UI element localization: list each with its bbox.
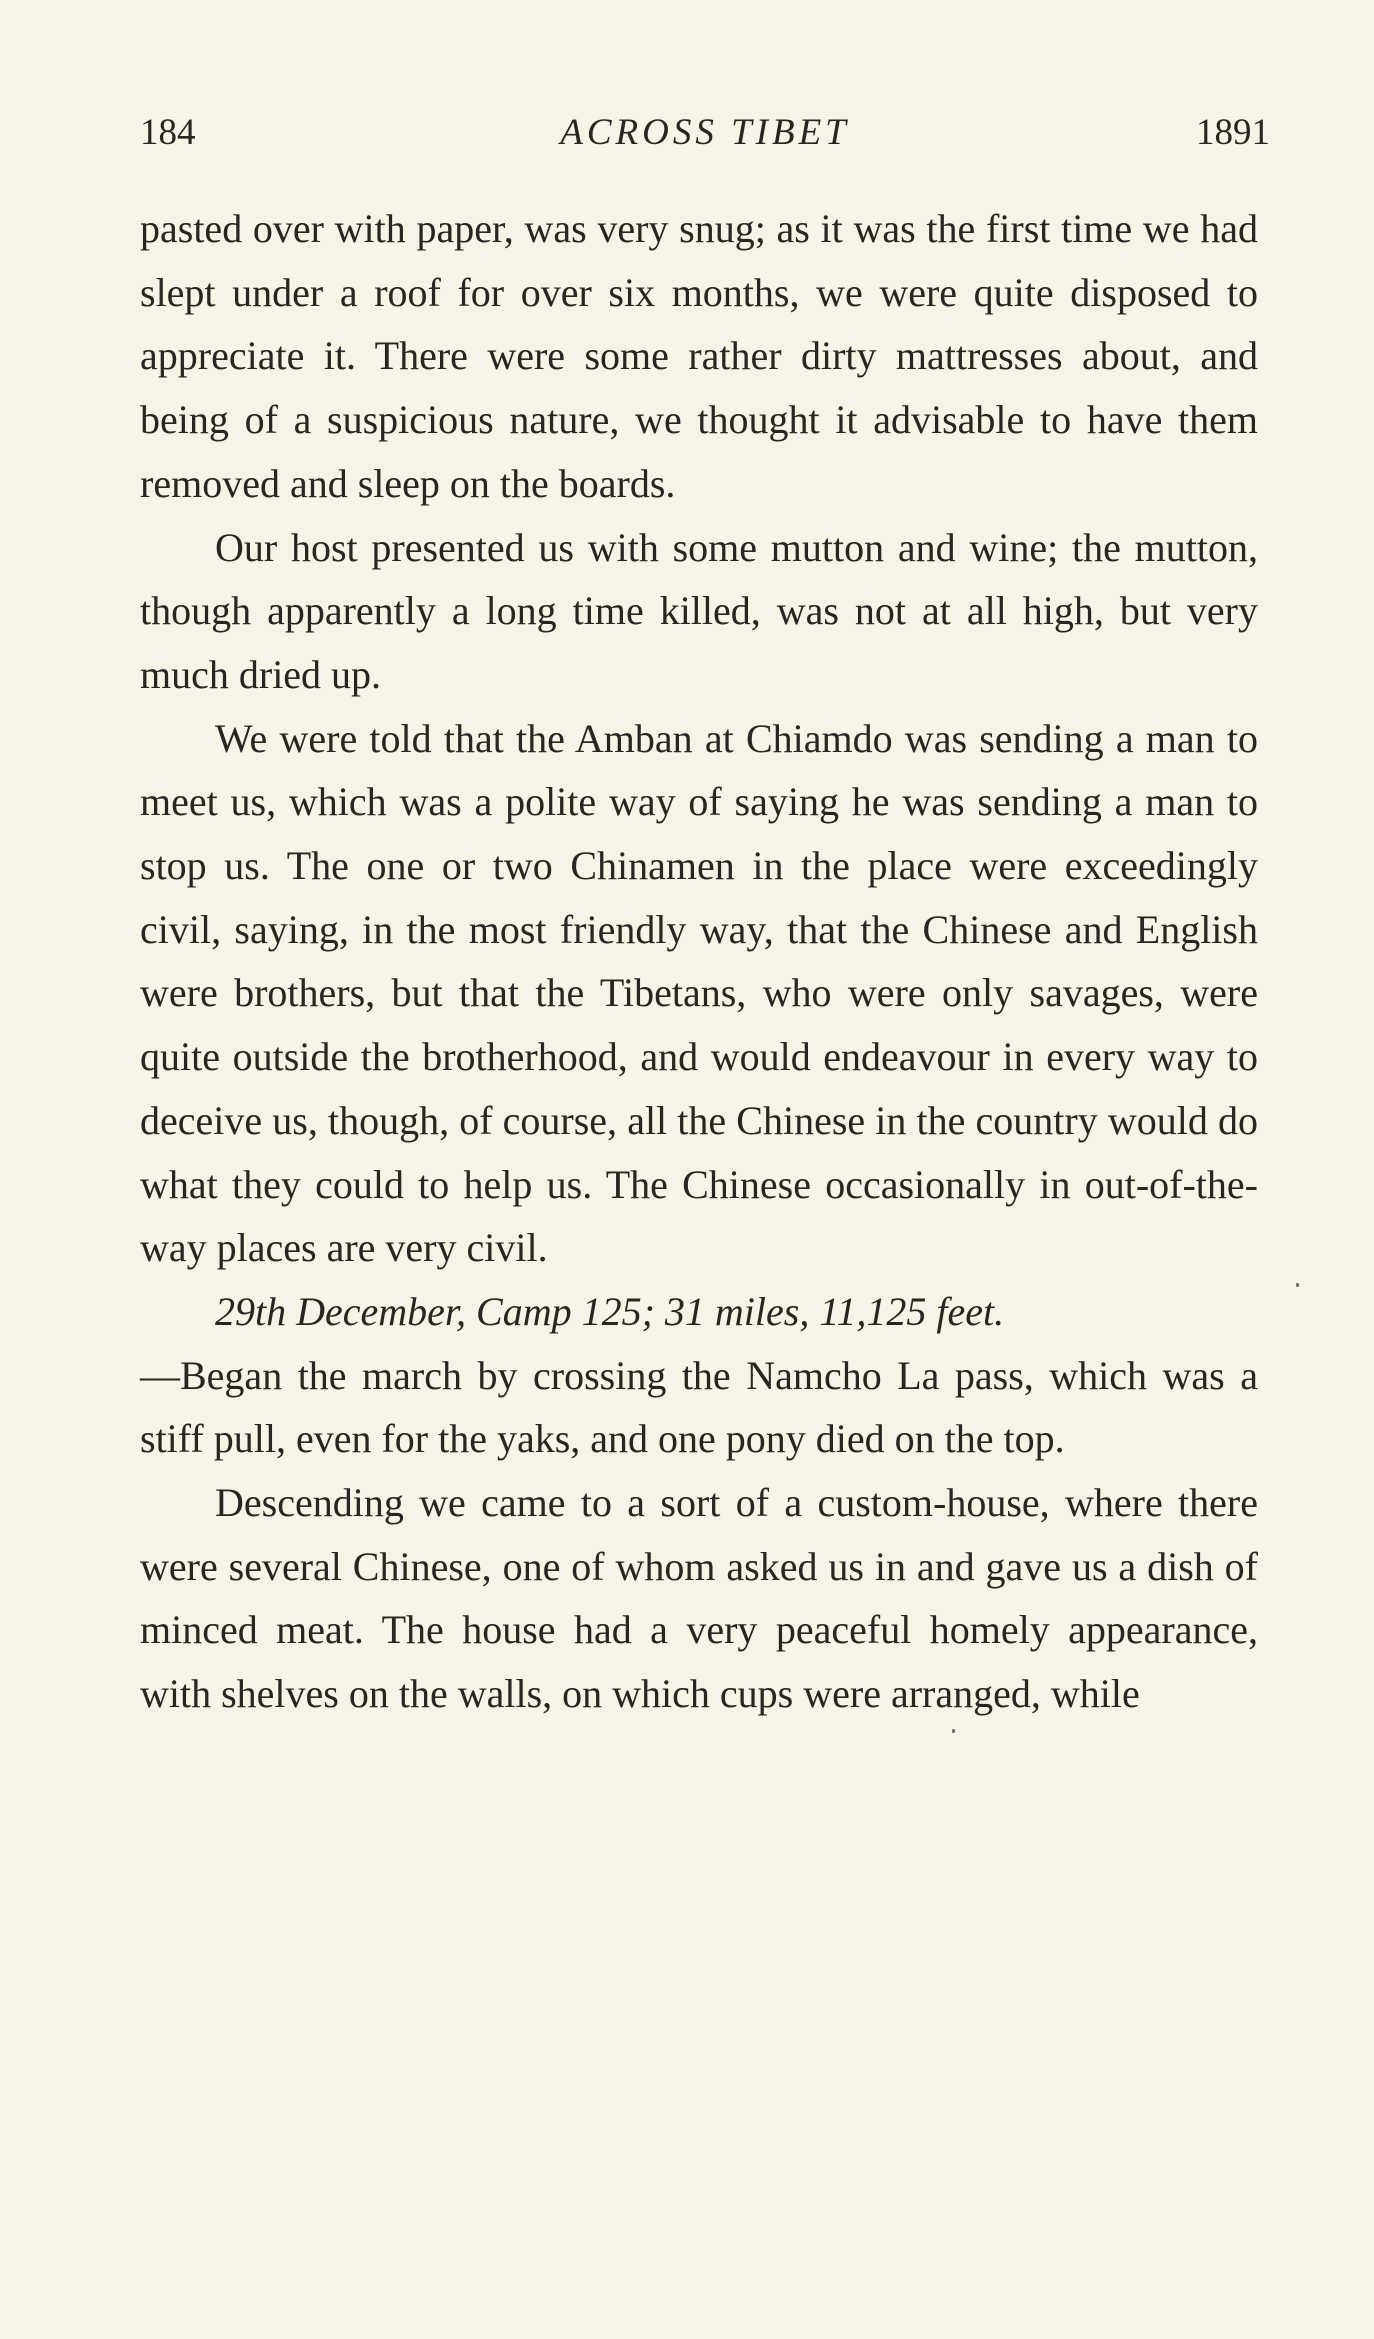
running-head xyxy=(140,108,1270,158)
book-title: ACROSS TIBET xyxy=(560,112,850,153)
page-number: 184 xyxy=(140,112,196,153)
paper-speck xyxy=(952,1729,955,1733)
date-heading: 29th December, Camp 125; 31 miles, 11,125 feet. xyxy=(215,1288,1005,1334)
paper-speck xyxy=(1296,1283,1299,1287)
paragraph-2: Our host presented us with some mutton and wine; the mutton, though apparently a long time killed, was not at all high, but very much dried up. xyxy=(140,524,1258,697)
paragraph-5: Descending we came to a sort of a custom-house, where there were several Chinese, one of whom asked us in and gave us a dish of minced meat. The house had a very peaceful homely appearance, with shelves on the walls, on which cups were arranged, while xyxy=(140,1480,1258,1717)
paragraph-4-text: —Began the march by crossing the Namcho La pass, which was a stiff pull, even for the yaks, and one pony died on the top. xyxy=(140,1352,1258,1462)
paragraph-1: pasted over with paper, was very snug; as it was the first time we had slept under a roof for over six months, we were quite disposed to appreciate it. There were some rather dirty mattresses about, and being of a suspicious nature, we thought it advisable to have them removed and sleep on the boards. xyxy=(140,206,1258,506)
paragraph-4 xyxy=(140,1280,1258,1471)
paragraph-3: We were told that the Amban at Chiamdo was sending a man to meet us, which was a polite way of saying he was sending a man to stop us. The one or two Chinamen in the place were exceedingly civil, saying, in the most friendly way, that the Chinese and English were brothers, but that the Tibetans, who were only savages, were quite outside the brotherhood, and would endeavour in every way to deceive us, though, of course, all the Chinese in the country would do what they could to help us. The Chinese occasionally in out-of-the-way places are very civil. xyxy=(140,715,1258,1271)
year: 1891 xyxy=(1196,112,1270,153)
body-text xyxy=(140,197,1258,1726)
